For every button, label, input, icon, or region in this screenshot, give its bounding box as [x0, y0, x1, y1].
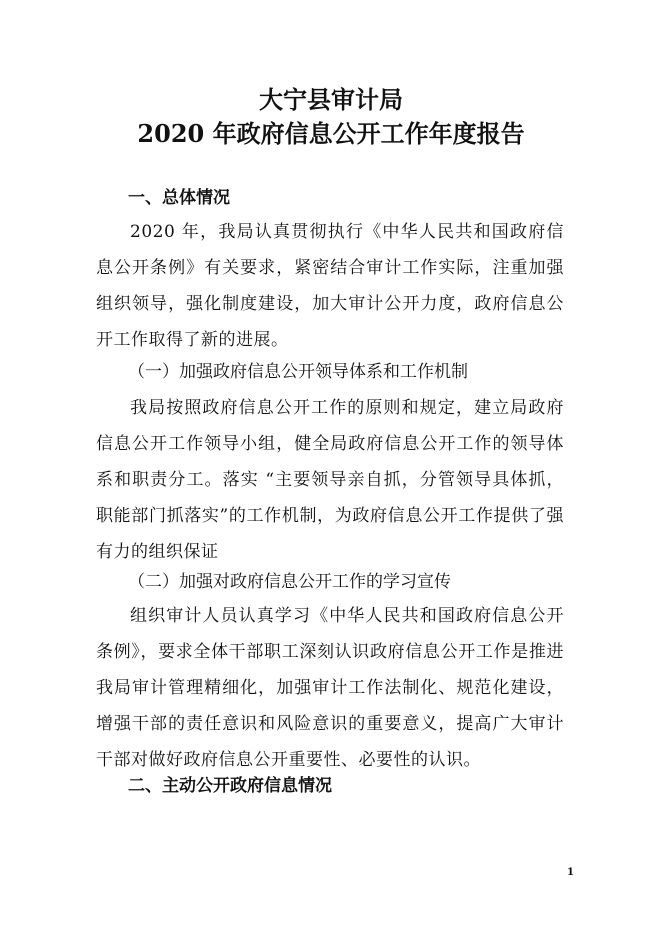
- paragraph-leadership: 我局按照政府信息公开工作的原则和规定，建立局政府信息公开工作领导小组，健全局政府信息公开工作的领导体系和职责分工。落实 “主要领导亲自抓，分管领导具体抓，职能部门抓落实”的工作机制，为政府信息公开工作提供了强有力的组织保证: [96, 398, 564, 562]
- page-number: 1: [567, 867, 574, 878]
- section-heading-proactive-disclosure: 二、主动公开政府信息情况: [128, 776, 332, 796]
- document-title-line1: 大宁县审计局: [259, 85, 403, 114]
- document-title-line2: 2020 年政府信息公开工作年度报告: [137, 119, 525, 148]
- paragraph-overview: 2020 年，我局认真贯彻执行《中华人民共和国政府信息公开条例》有关要求，紧密结合审计工作实际，注重加强组织领导，强化制度建设，加大审计公开力度，政府信息公开工作取得了新的进展。: [96, 222, 564, 350]
- section-heading-overview: 一、总体情况: [128, 188, 230, 208]
- subsection-heading-study: （二）加强对政府信息公开工作的学习宣传: [128, 572, 451, 592]
- subsection-heading-leadership: （一）加强政府信息公开领导体系和工作机制: [128, 362, 468, 382]
- paragraph-study: 组织审计人员认真学习《中华人民共和国政府信息公开条例》，要求全体干部职工深刻认识政府信息公开工作是推进我局审计管理精细化，加强审计工作法制化、规范化建设，增强干部的责任意识和风险意识的重要意义，提高广大审计干部对做好政府信息公开重要性、必要性的认识。: [96, 606, 564, 770]
